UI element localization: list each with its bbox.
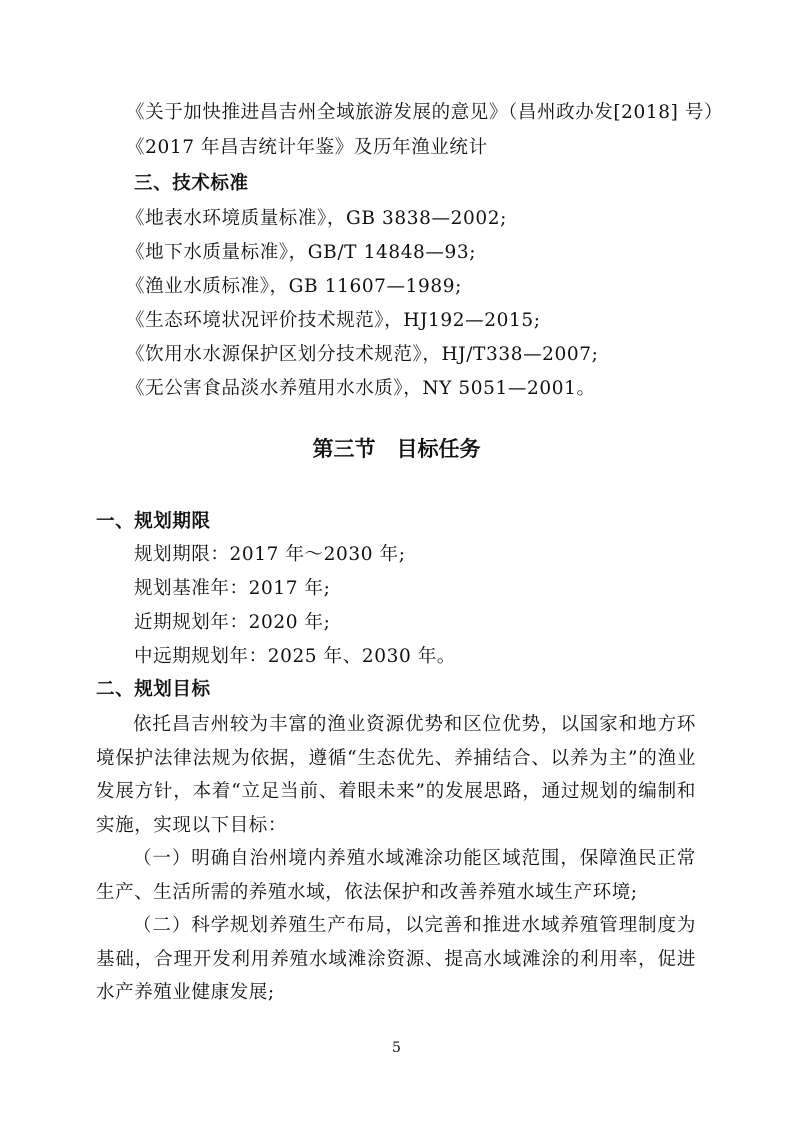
standard-item: 《地下水质量标准》，GB/T 14848—93;: [126, 242, 477, 263]
heading-planning-period: 一、规划期限: [96, 511, 211, 532]
standard-item: 《地表水环境质量标准》，GB 3838—2002;: [126, 208, 507, 229]
period-item: 中远期规划年：2025 年、2030 年。: [134, 646, 457, 667]
standard-item: 《无公害食品淡水养殖用水水质》，NY 5051—2001。: [126, 378, 596, 399]
standard-item: 《生态环境状况评价技术规范》，HJ192—2015;: [126, 310, 541, 331]
period-item: 近期规划年：2020 年;: [134, 612, 331, 633]
reference-line: 《关于加快推进昌吉州全域旅游发展的意见》（昌州政办发[2018] 号）: [126, 102, 724, 123]
section-title: 第三节 目标任务: [312, 437, 481, 461]
period-item: 规划期限：2017 年～2030 年;: [134, 544, 406, 565]
goal-paragraph: （二）科学规划养殖生产布局，以完善和推进水域养殖管理制度为基础，合理开发利用养殖水域滩涂资源、提高水域滩涂的利用率，促进水产养殖业健康发展;: [96, 915, 696, 1003]
period-item: 规划基准年：2017 年;: [134, 578, 331, 599]
reference-line: 《2017 年昌吉统计年鉴》及历年渔业统计: [126, 137, 488, 158]
standard-item: 《渔业水质标准》，GB 11607—1989;: [126, 276, 462, 297]
goal-paragraph: 依托昌吉州较为丰富的渔业资源优势和区位优势，以国家和地方环境保护法律法规为依据，遵循“生态优先、养捕结合、以养为主”的渔业发展方针，本着“立足当前、着眼未来”的发展思路，通过规划的编制和实施，实现以下目标：: [96, 714, 696, 836]
page-number: 5: [392, 1040, 401, 1056]
goal-paragraph: （一）明确自治州境内养殖水域滩涂功能区域范围，保障渔民正常生产、生活所需的养殖水域，依法保护和改善养殖水域生产环境;: [96, 848, 696, 903]
standard-item: 《饮用水水源保护区划分技术规范》，HJ/T338—2007;: [126, 344, 599, 365]
heading-technical-standards: 三、技术标准: [134, 173, 249, 194]
heading-planning-goal: 二、规划目标: [96, 679, 211, 700]
